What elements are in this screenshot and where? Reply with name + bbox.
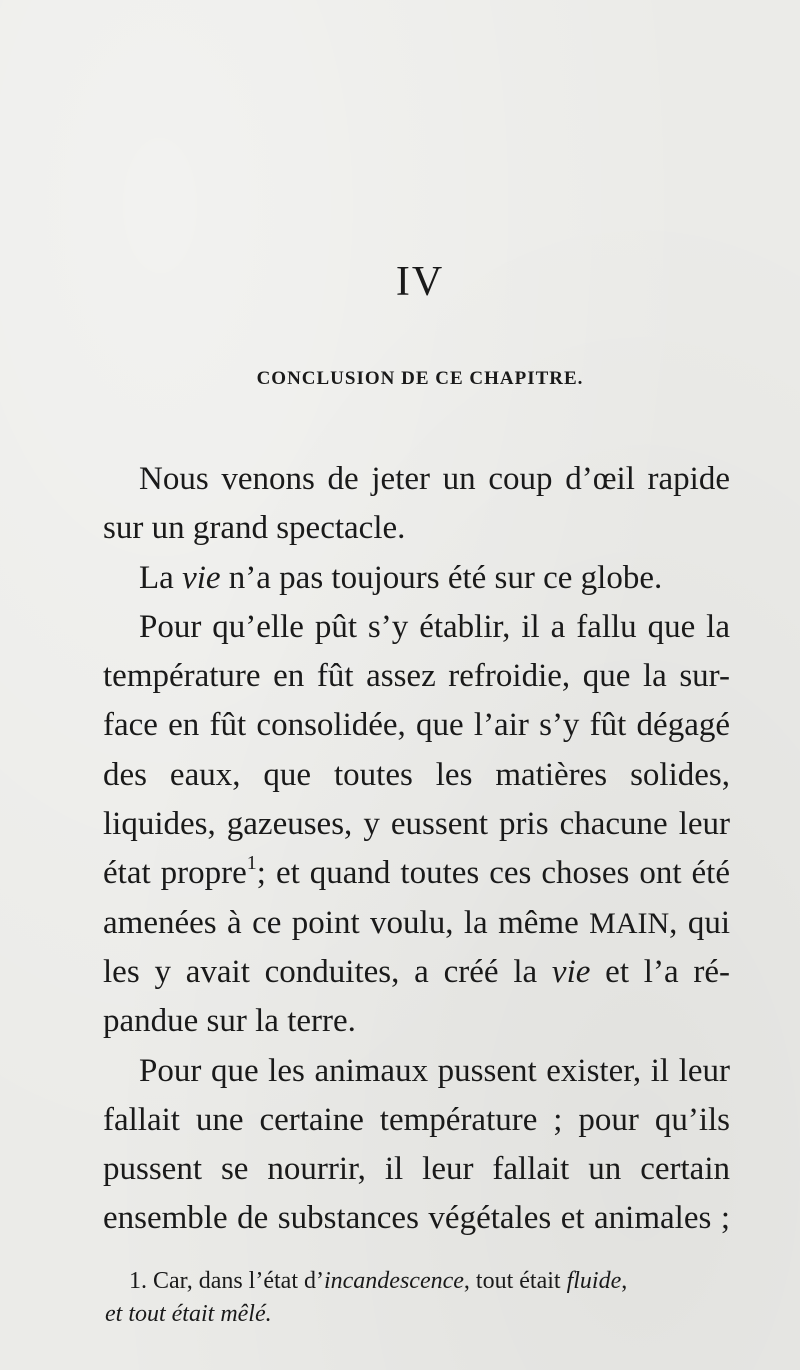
text-segment: , qui xyxy=(669,904,730,941)
text-line: ensemble de substances végétales et animales ; xyxy=(103,1200,730,1237)
italic-word: incandescence xyxy=(323,1268,464,1294)
chapter-number: IV xyxy=(395,259,445,305)
text-segment: et l’a ré- xyxy=(590,953,730,990)
italic-phrase: et tout était mêlé. xyxy=(105,1301,272,1327)
text-segment: , xyxy=(621,1268,628,1294)
text-line: température en fût assez refroidie, que la sur- xyxy=(103,658,730,695)
text-segment: les y avait conduites, a créé la xyxy=(103,953,552,990)
small-caps-word: MAIN xyxy=(589,906,670,940)
text-segment: état propre xyxy=(103,855,247,892)
footnote xyxy=(105,1265,735,1331)
footnote-ref: 1 xyxy=(246,852,257,875)
text-line: pussent se nourrir, il leur fallait un certain xyxy=(103,1151,730,1188)
text-line xyxy=(103,554,730,603)
text-line: pandue sur la terre. xyxy=(103,1003,356,1040)
text-segment: ; et quand toutes ces choses ont été xyxy=(256,855,730,892)
italic-word: vie xyxy=(182,559,221,596)
body-text xyxy=(103,455,730,1244)
text-line xyxy=(103,899,730,948)
italic-word: vie xyxy=(551,953,591,990)
italic-word: fluide xyxy=(566,1268,622,1294)
footnote-line xyxy=(105,1265,735,1298)
text-line: liquides, gazeuses, y eussent pris chacune leur xyxy=(103,806,730,843)
text-segment: , tout était xyxy=(463,1268,567,1294)
text-segment: amenées à ce point voulu, la même xyxy=(103,904,590,941)
text-line: Pour que les animaux pussent exister, il leur xyxy=(139,1052,730,1089)
footnote-line xyxy=(105,1298,735,1331)
text-segment: Car, dans l’état d’ xyxy=(153,1268,324,1294)
text-line: Pour qu’elle pût s’y établir, il a fallu que la xyxy=(139,608,730,645)
text-line: fallait une certaine température ; pour qu’ils xyxy=(103,1101,730,1138)
text-segment: La xyxy=(139,559,183,596)
text-line xyxy=(103,849,730,898)
text-line: des eaux, que toutes les matières solides, xyxy=(103,756,730,793)
text-line xyxy=(103,948,730,997)
footnote-marker: 1. xyxy=(129,1268,147,1294)
text-line: Nous venons de jeter un coup d’œil rapide xyxy=(139,461,730,497)
text-segment: n’a pas toujours été sur ce globe. xyxy=(220,559,663,596)
chapter-title: CONCLUSION DE CE CHAPITRE. xyxy=(256,368,584,389)
text-line: face en fût consolidée, que l’air s’y fût dégagé xyxy=(103,707,730,744)
text-line: sur un grand spectacle. xyxy=(103,510,406,547)
